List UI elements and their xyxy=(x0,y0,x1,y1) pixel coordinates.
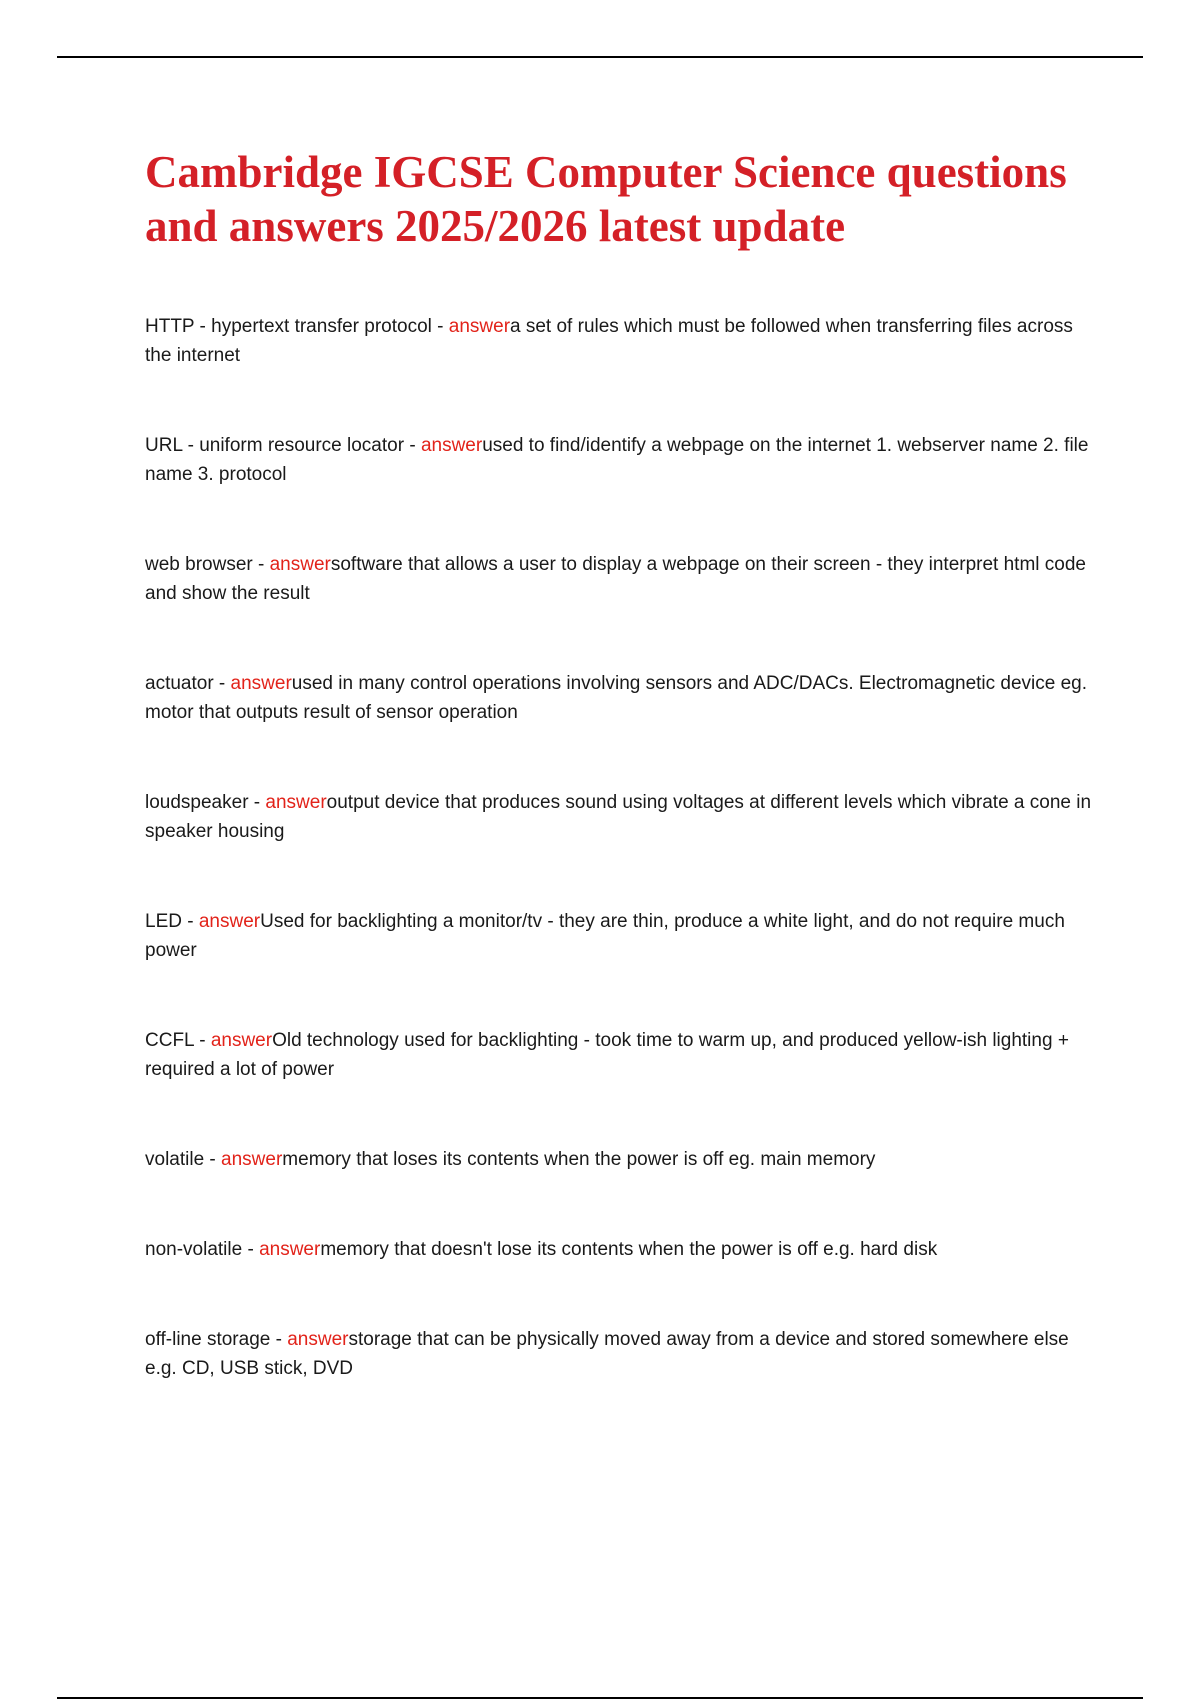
qa-term: web browser xyxy=(145,554,253,575)
qa-item-volatile: volatile - answermemory that loses its contents when the power is off eg. main memory xyxy=(145,1149,876,1170)
qa-term: loudspeaker xyxy=(145,792,249,813)
answer-label: answer xyxy=(221,1149,283,1170)
qa-item-off-line-storage: off-line storage - answerstorage that can be physically moved away from a device and stored somewhere else e.g. CD, USB stick, DVD xyxy=(145,1329,1069,1379)
page-title: Cambridge IGCSE Computer Science questions and answers 2025/2026 latest update xyxy=(145,147,1067,251)
answer-label: answer xyxy=(259,1239,321,1260)
qa-item-ccfl: CCFL - answerOld technology used for backlighting - took time to warm up, and produced yellow-ish lighting + required a lot of power xyxy=(145,1030,1069,1080)
answer-label: answer xyxy=(198,911,261,932)
qa-item-non-volatile: non-volatile - answermemory that doesn't lose its contents when the power is off e.g. hard disk xyxy=(145,1239,938,1260)
top-rule xyxy=(57,56,1143,58)
qa-definition: software that allows a user to display a webpage on their screen - they interpret html code and show the result xyxy=(145,554,1086,604)
answer-label: answer xyxy=(265,792,327,813)
bottom-rule xyxy=(57,1697,1143,1699)
qa-term: CCFL xyxy=(145,1030,194,1051)
qa-item-web-browser: web browser - answersoftware that allows a user to display a webpage on their screen - they interpret html code and show the result xyxy=(145,554,1086,604)
qa-list xyxy=(145,312,1095,1383)
qa-term: non-volatile xyxy=(145,1239,243,1260)
qa-definition: Old technology used for backlighting - took time to warm up, and produced yellow-ish lighting + required a lot of power xyxy=(145,1030,1069,1080)
qa-definition: output device that produces sound using voltages at different levels which vibrate a cone in speaker housing xyxy=(145,792,1092,842)
qa-term: actuator xyxy=(145,673,214,694)
answer-label: answer xyxy=(230,673,292,694)
answer-label: answer xyxy=(269,554,331,575)
qa-term: off-line storage xyxy=(145,1329,271,1350)
qa-definition: a set of rules which must be followed when transferring files across the internet xyxy=(145,316,1073,366)
answer-label: answer xyxy=(448,316,511,337)
qa-item-http: HTTP - hypertext transfer protocol - answera set of rules which must be followed when transferring files across the internet xyxy=(145,316,1073,366)
qa-item-url: URL - uniform resource locator - answerused to find/identify a webpage on the internet 1. webserver name 2. file name 3. protocol xyxy=(145,435,1089,485)
qa-item-loudspeaker: loudspeaker - answeroutput device that produces sound using voltages at different levels which vibrate a cone in speaker housing xyxy=(145,792,1092,842)
answer-label: answer xyxy=(210,1030,273,1051)
qa-definition: used to find/identify a webpage on the internet 1. webserver name 2. file name 3. protocol xyxy=(145,435,1089,485)
qa-definition: used in many control operations involving sensors and ADC/DACs. Electromagnetic device eg. motor that outputs result of sensor operation xyxy=(145,673,1088,723)
answer-label: answer xyxy=(287,1329,349,1350)
qa-definition: memory that doesn't lose its contents when the power is off e.g. hard disk xyxy=(320,1239,938,1260)
qa-term: LED xyxy=(145,911,182,932)
qa-term: URL - uniform resource locator xyxy=(145,435,405,456)
answer-label: answer xyxy=(420,435,483,456)
qa-definition: memory that loses its contents when the power is off eg. main memory xyxy=(282,1149,876,1170)
qa-term: volatile xyxy=(145,1149,205,1170)
qa-item-led: LED - answerUsed for backlighting a monitor/tv - they are thin, produce a white light, and do not require much power xyxy=(145,911,1065,961)
qa-definition: storage that can be physically moved away from a device and stored somewhere else e.g. CD, USB stick, DVD xyxy=(145,1329,1069,1379)
qa-item-actuator: actuator - answerused in many control operations involving sensors and ADC/DACs. Electromagnetic device eg. motor that outputs result of sensor operation xyxy=(145,673,1088,723)
qa-definition: Used for backlighting a monitor/tv - they are thin, produce a white light, and do not require much power xyxy=(145,911,1065,961)
qa-term: HTTP - hypertext transfer protocol xyxy=(145,316,432,337)
